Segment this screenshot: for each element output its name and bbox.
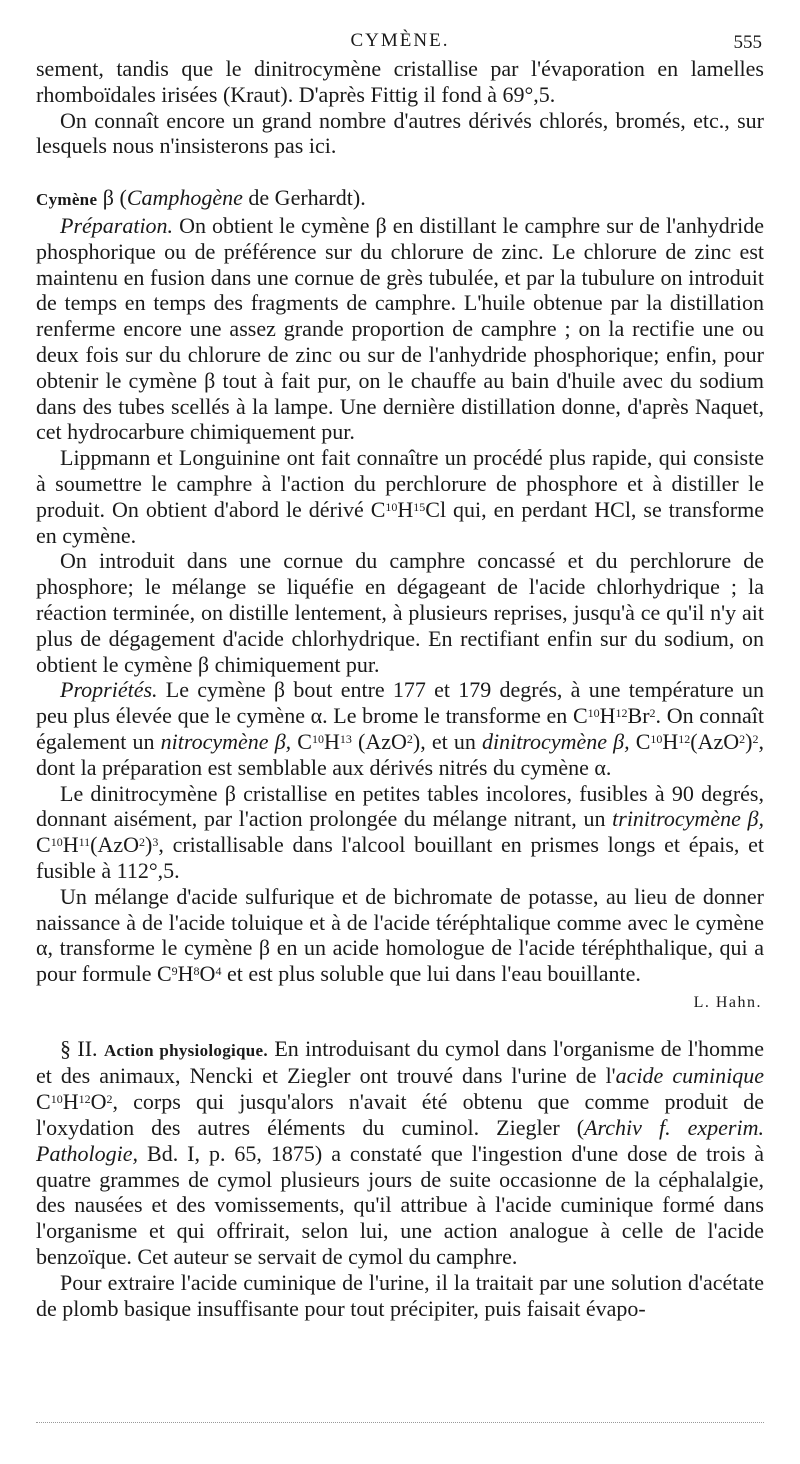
paragraph-dinitrocymene — [36, 781, 764, 884]
page-number: 555 — [733, 32, 762, 53]
author-signature — [36, 987, 764, 1016]
superscript: 10 — [385, 499, 398, 514]
superscript: 12 — [678, 731, 691, 746]
text-run: O — [199, 961, 216, 987]
paragraph-lippmann — [36, 445, 764, 548]
paragraph-continuation: sement, tandis que le dinitrocymène cristallise par l'évaporation en lamelles rhomboïdales irisées (Kraut). D'après Fittig il fond à 69°,5. — [36, 56, 764, 107]
italic-term: acide cuminique — [615, 1063, 764, 1089]
superscript: 10 — [587, 706, 600, 721]
text-run: ) — [145, 832, 153, 858]
superscript: 12 — [615, 706, 628, 721]
text-run: En introduisant du cymol dans l'organisme de l'homme et des animaux, Nencki et Ziegler ont trouvé dans l'urine de l' — [36, 1035, 765, 1089]
italic-term: trinitrocymène β, — [612, 806, 764, 832]
text-run: Lippmann et Longuinine ont fait connaître un procédé plus rapide, qui consiste à soumettre le camphre à l'action du perchlorure de phosphore et à distiller le produit. On obtient d'abord le dérivé C — [36, 445, 764, 522]
text-run: C — [291, 728, 312, 754]
superscript: 8 — [193, 964, 200, 979]
superscript: 10 — [650, 731, 663, 746]
superscript: 2 — [649, 706, 656, 721]
text-run: H — [323, 728, 340, 754]
text-run: O — [90, 1089, 107, 1115]
italic-term: nitrocymène β, — [160, 728, 292, 754]
section-physiological-action — [36, 1036, 764, 1270]
text-run: (AzO — [90, 832, 140, 858]
superscript: 2 — [139, 835, 146, 850]
text-run: C — [36, 832, 51, 858]
label-preparation: Préparation. — [60, 212, 174, 238]
superscript: 9 — [171, 964, 178, 979]
text-run: H — [62, 1089, 79, 1115]
text-run: H — [662, 728, 679, 754]
italic-citation: Archiv f. experim. Pathologie, — [36, 1115, 764, 1166]
paragraph-preparation — [36, 213, 764, 445]
superscript: 10 — [50, 1092, 63, 1107]
superscript: 10 — [311, 731, 324, 746]
paragraph-oxidation — [36, 884, 764, 987]
label-properties: Propriétés. — [60, 677, 158, 703]
text-body — [36, 56, 764, 1321]
heading-beta: β — [102, 185, 114, 211]
superscript: 2 — [739, 731, 746, 746]
superscript: 2 — [752, 731, 759, 746]
text-run: C — [36, 1089, 51, 1115]
superscript: 4 — [215, 964, 222, 979]
signature-text: L. Hahn. — [693, 993, 762, 1011]
text-run: et est plus soluble que lui dans l'eau bouillante. — [221, 961, 641, 987]
text-run: Le cymène β bout entre 177 et 179 degrés, à une température un peu plus élevée que le cymène α. Le brome le transforme en C — [36, 677, 764, 729]
paragraph-derivatives: On connaît encore un grand nombre d'autres dérivés chlorés, bromés, etc., sur lesquels nous n'insisterons pas ici. — [36, 107, 764, 159]
superscript: 10 — [50, 835, 63, 850]
preparation-text: On obtient le cymène β en distillant le camphre sur de l'anhydride phosphorique ou de préférence sur du chlorure de zinc. Le chlorure de zinc est maintenu en fusion dans une cornue de grès tubulée, et par la tubulure on introduit de temps en temps des fragments de camphre. L'huile obtenue par la distillation renferme encore une assez grande proportion de camphre ; on la rectifie une ou deux fois sur du chlorure de zinc ou sur de l'anhydride phosphorique; enfin, pour obtenir le cymène β tout à fait pur, on le chauffe au bain d'huile avec du sodium dans des tubes scellés à la lampe. Une dernière distillation donne, d'après Naquet, cet hydrocarbure chimiquement pur. — [36, 212, 764, 445]
text-run: H — [599, 703, 616, 729]
text-run: (AzO — [351, 728, 407, 754]
running-header — [0, 30, 800, 56]
text-run: , cristallisable dans l'alcool bouillant en prismes longs et épais, et fusible à 112°,5. — [36, 832, 764, 883]
heading-paren-close: de Gerhardt). — [242, 185, 366, 211]
heading-paren-open: ( — [114, 185, 127, 211]
superscript: 13 — [339, 731, 352, 746]
italic-term: dinitrocymène β, — [481, 728, 630, 754]
superscript: 15 — [413, 499, 426, 514]
text-run: C — [629, 728, 651, 754]
paragraph-properties — [36, 677, 764, 780]
text-run: Bd. I, p. 65, 1875) a constaté que l'ingestion d'une dose de trois à quatre grammes de cymol plusieurs jours de suite occasionne de la céphalalgie, des nausées et des vomissements, qu'il attribue à l'acide cuminique formé dans l'organisme et qui offrirait, selon lui, une action analogue à celle de l'acide benzoïque. Cet auteur se servait de cymol du camphre. — [36, 1140, 764, 1270]
footer-dotted-rule — [36, 1422, 764, 1423]
superscript: 12 — [78, 1092, 91, 1107]
paragraph-extraction: Pour extraire l'acide cuminique de l'urine, il la traitait par une solution d'acétate de plomb basique insuffisante pour tout précipiter, puis faisait évapo- — [36, 1269, 764, 1321]
text-run: ), et un — [412, 728, 482, 754]
superscript: 2 — [106, 1092, 113, 1107]
text-run: H — [397, 496, 414, 522]
superscript: 2 — [406, 731, 413, 746]
text-run: , dont la préparation est semblable aux dérivés nitrés du cymène α. — [36, 728, 764, 780]
section-title: Action physiologique. — [103, 1040, 268, 1060]
text-run: (AzO — [690, 728, 740, 754]
superscript: 3 — [152, 835, 159, 850]
text-run: Le dinitrocymène β cristallise en petites tables incolores, fusibles à 90 degrés, donnant aisément, par l'action prolongée du mélange nitrant, un — [36, 780, 764, 832]
section-mark: § II. — [60, 1035, 98, 1061]
text-run: Br — [627, 703, 650, 729]
text-run: Cl qui, en perdant HCl, se transforme en cymène. — [36, 496, 764, 548]
text-run: H — [62, 832, 79, 858]
heading-alt-name: Camphogène — [126, 185, 243, 211]
text-run: ) — [745, 728, 753, 754]
paragraph-procedure: On introduit dans une cornue du camphre concassé et du perchlorure de phosphore; le mélange se liquéfie en dégageant de l'acide chlorhydrique ; la réaction terminée, on distille lentement, à plusieurs reprises, jusqu'à ce qu'il n'y ait plus de dégagement d'acide chlorhydrique. En rectifiant enfin sur du sodium, on obtient le cymène β chimiquement pur. — [36, 548, 764, 677]
text-run: . On connaît également un — [36, 703, 764, 754]
text-run: , corps qui jusqu'alors n'avait été obtenu que comme produit de l'oxydation des autres éléments du cuminol. Ziegler ( — [36, 1089, 764, 1141]
text-run: Un mélange d'acide sulfurique et de bichromate de potasse, au lieu de donner naissance à de l'acide toluique et à de l'acide téréphtalique comme avec le cymène α, transforme le cymène β en un acide homologue de l'acide téréphthalique, qui a pour formule C — [36, 883, 764, 987]
running-title: CYMÈNE. — [350, 30, 450, 51]
text-run: H — [177, 961, 194, 987]
superscript: 11 — [78, 835, 91, 850]
heading-name: Cymène — [36, 190, 98, 210]
subsection-heading-cymene-beta — [36, 185, 764, 213]
